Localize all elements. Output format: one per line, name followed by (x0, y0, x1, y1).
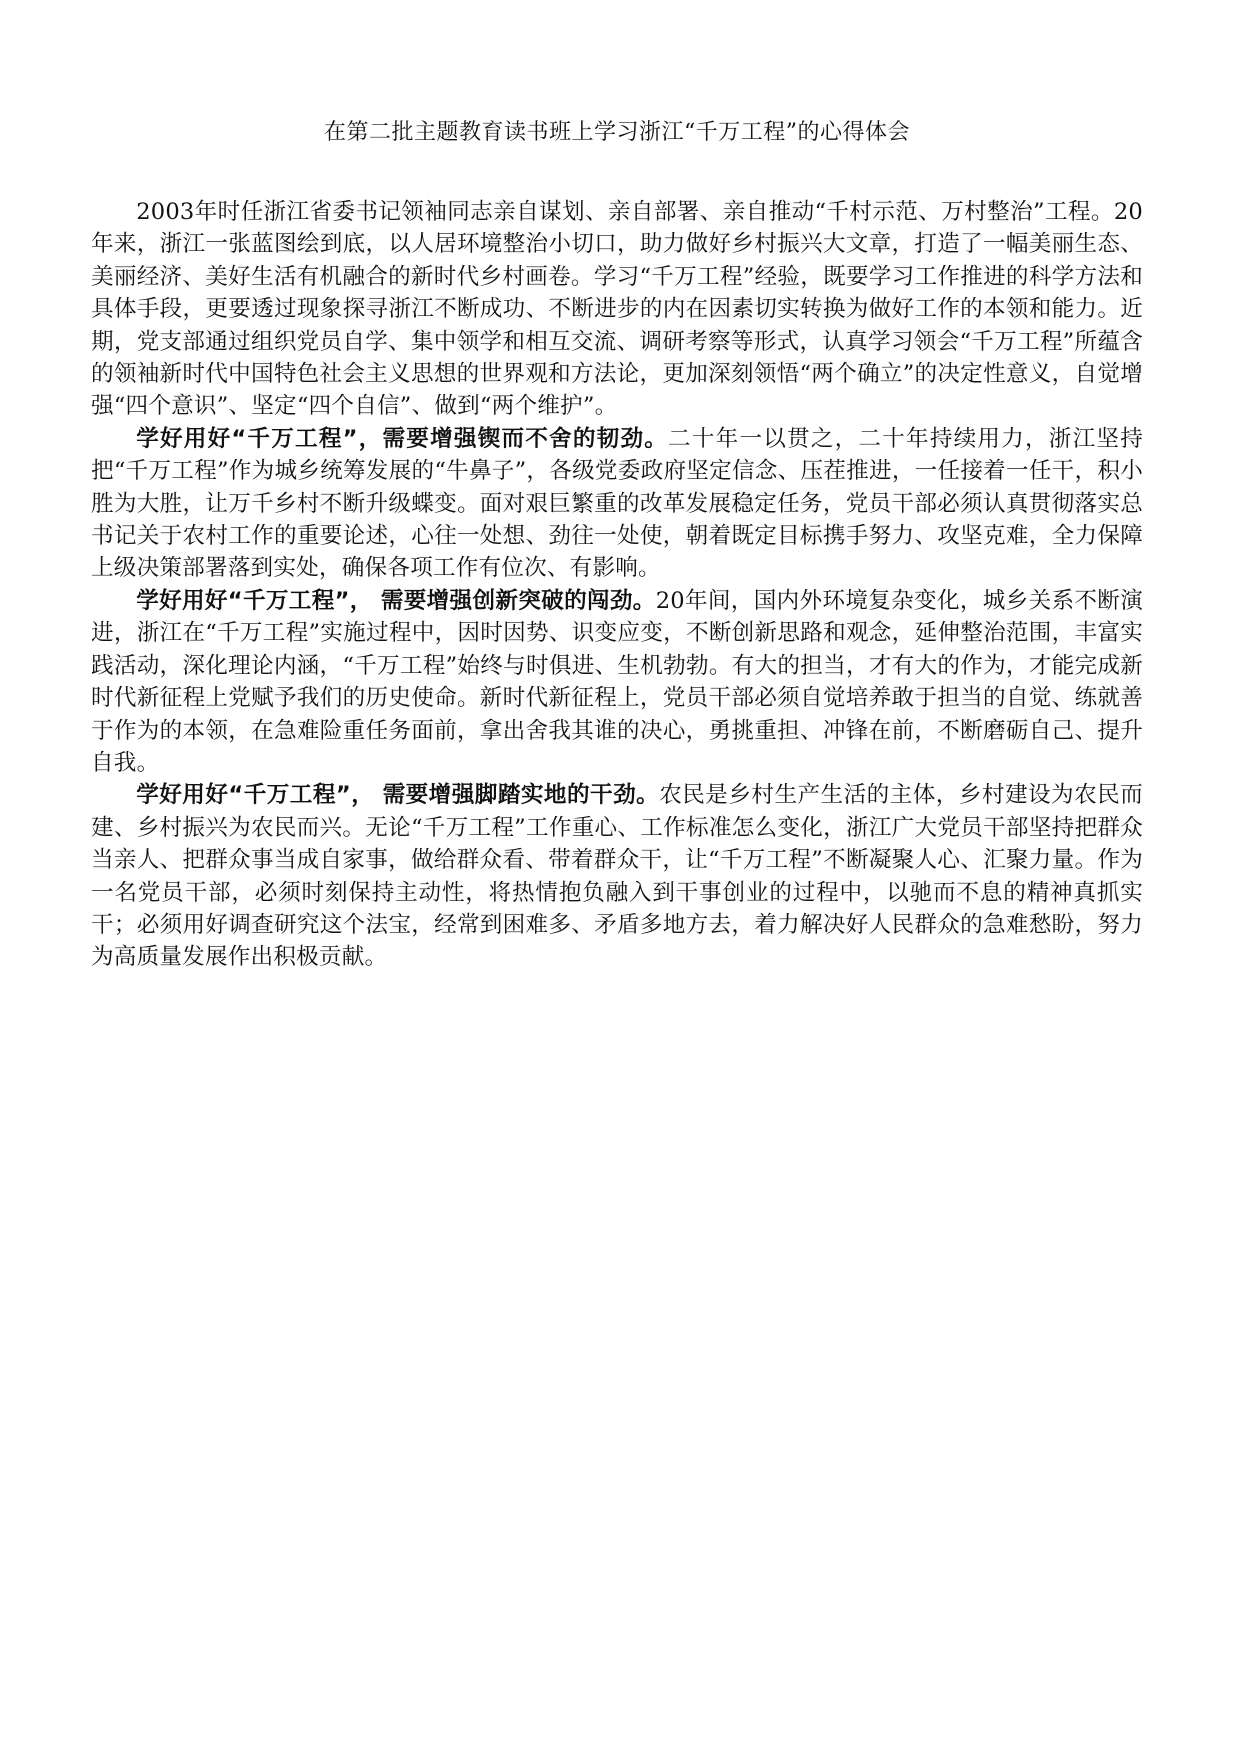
paragraph-intro (91, 196, 1143, 423)
document-title: 在第二批主题教育读书班上学习浙江“千万工程”的心得体会 (324, 120, 910, 145)
paragraph-text: 20年间，国内外环境复杂变化，城乡关系不断演进，浙江在“千万工程”实施过程中，因时因势、识变应变，不断创新思路和观念，延伸整治范围，丰富实践活动，深化理论内涵，“千万工程”始终与时俱进、生机勃勃。有大的担当，才有大的作为，才能完成新时代新征程上党赋予我们的历史使命。新时代新征程上，党员干部必须自觉培养敢于担当的自觉、练就善于作为的本领，在急难险重任务面前，拿出舍我其谁的决心，勇挑重担、冲锋在前，不断磨砺自己、提升自我。 (91, 587, 1143, 776)
paragraph-text: 农民是乡村生产生活的主体，乡村建设为农民而建、乡村振兴为农民而兴。无论“千万工程”工作重心、工作标准怎么变化，浙江广大党员干部坚持把群众当亲人、把群众事当成自家事，做给群众看、带着群众干，让“千万工程”不断凝聚人心、汇聚力量。作为一名党员干部，必须时刻保持主动性，将热情抱负融入到干事创业的过程中，以驰而不息的精神真抓实干；必须用好调查研究这个法宝，经常到困难多、矛盾多地方去，着力解决好人民群众的急难愁盼，努力为高质量发展作出积极贡献。 (91, 782, 1143, 971)
paragraph-lead: 学好用好“千万工程”，需要增强锲而不舍的韧劲。 (136, 425, 669, 452)
paragraph-text: 二十年一以贯之，二十年持续用力，浙江坚持把“千万工程”作为城乡统筹发展的“牛鼻子”，各级党委政府坚定信念、压茬推进，一任接着一任干，积小胜为大胜，让万千乡村不断升级蝶变。面对艰巨繁重的改革发展稳定任务，党员干部必须认真贯彻落实总书记关于农村工作的重要论述，心往一处想、劲往一处使，朝着既定目标携手努力、攻坚克难，全力保障上级决策部署落到实处，确保各项工作有位次、有影响。 (91, 425, 1143, 582)
paragraph-lead: 学好用好“千万工程”， 需要增强创新突破的闯劲。 (136, 587, 656, 614)
paragraph-innovation (91, 585, 1143, 779)
paragraph-practical (91, 779, 1143, 973)
paragraph-text: 2003年时任浙江省委书记领袖同志亲自谋划、亲自部署、亲自推动“千村示范、万村整治”工程。20年来，浙江一张蓝图绘到底，以人居环境整治小切口，助力做好乡村振兴大文章，打造了一幅美丽生态、美丽经济、美好生活有机融合的新时代乡村画卷。学习“千万工程”经验，既要学习工作推进的科学方法和具体手段，更要透过现象探寻浙江不断成功、不断进步的内在因素切实转换为做好工作的本领和能力。近期，党支部通过组织党员自学、集中领学和相互交流、调研考察等形式，认真学习领会“千万工程”所蕴含的领袖新时代中国特色社会主义思想的世界观和方法论，更加深刻领悟“两个确立”的决定性意义，自觉增强“四个意识”、坚定“四个自信”、做到“两个维护”。 (91, 199, 1143, 420)
paragraph-persistence (91, 423, 1143, 585)
document-body (91, 196, 1143, 974)
paragraph-lead: 学好用好“千万工程”， 需要增强脚踏实地的干劲。 (136, 782, 660, 809)
